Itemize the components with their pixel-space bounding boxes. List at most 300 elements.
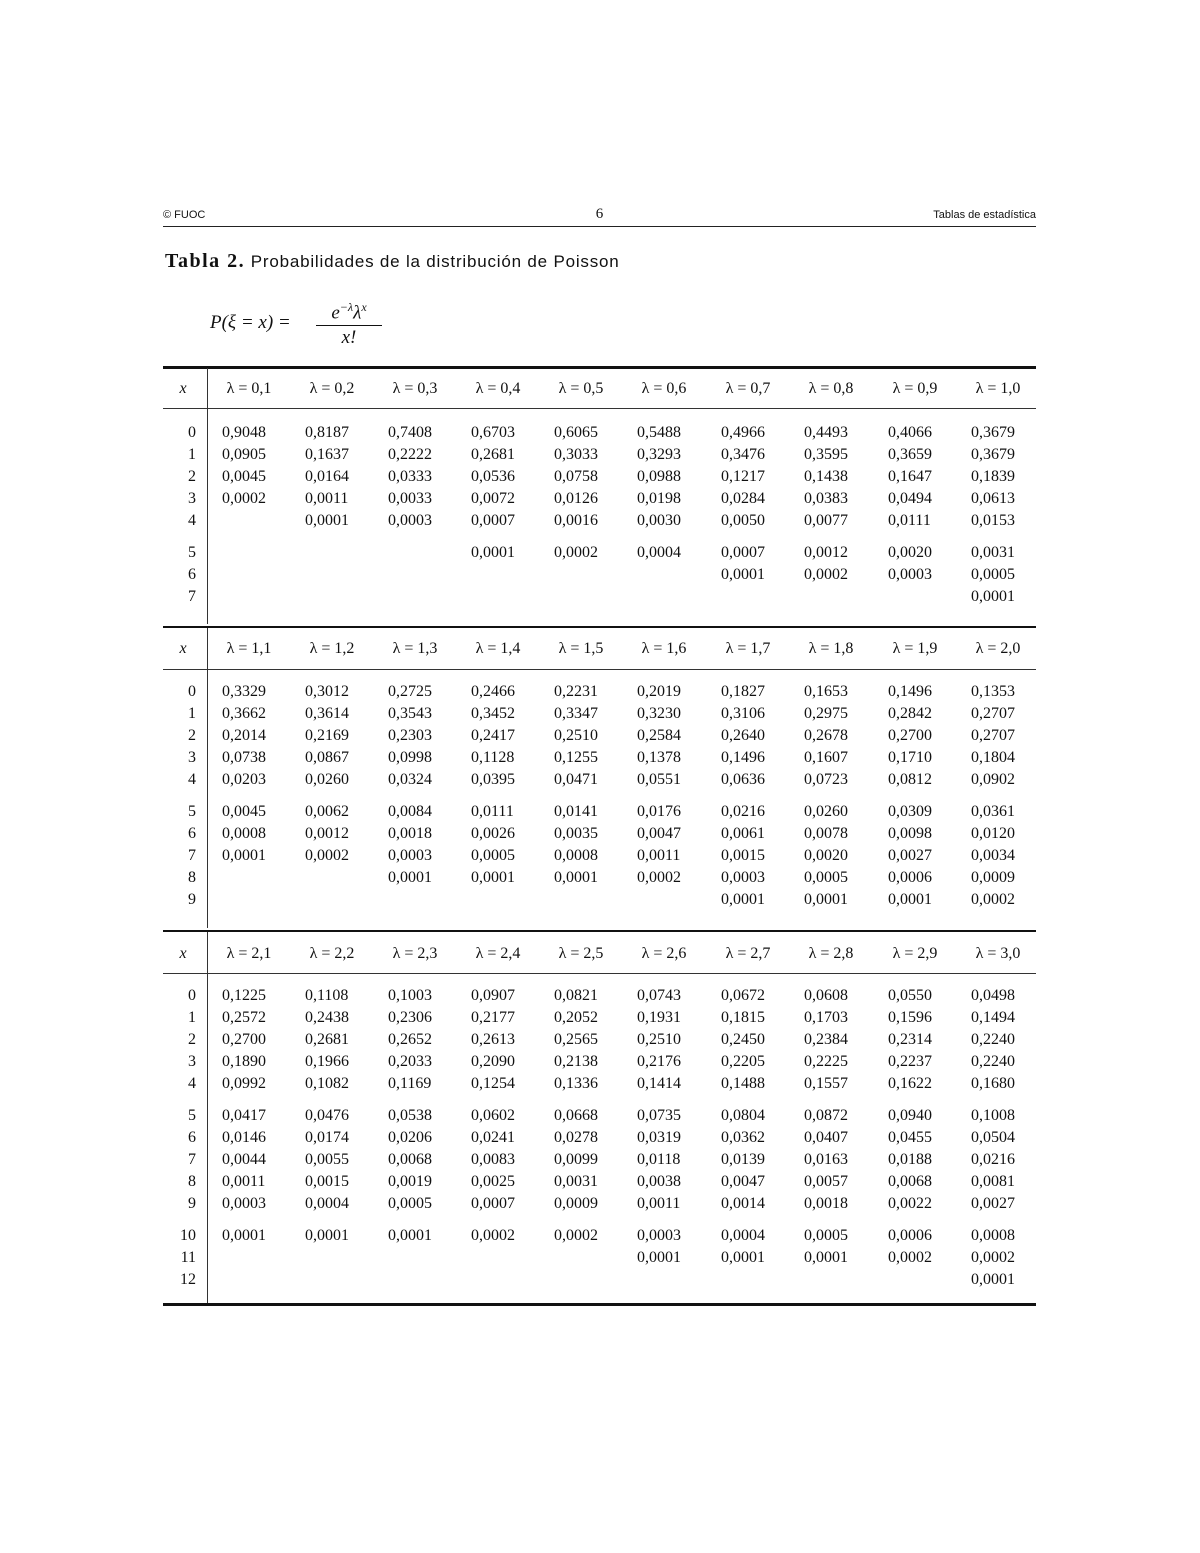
probability-cell: 0,0098 [888,825,932,842]
probability-cell: 0,0812 [888,771,932,788]
probability-cell: 0,0188 [888,1151,932,1168]
lambda-column-header [292,640,372,660]
probability-cell: 0,0014 [721,1195,765,1212]
probability-cell: 0,2725 [388,683,432,700]
probability-cell: 0,0011 [222,1173,266,1190]
lambda-column-header [958,640,1038,660]
probability-cell: 0,2169 [305,727,349,744]
probability-cell: 0,0001 [971,588,1015,605]
probability-cell: 0,0011 [637,847,681,864]
probability-cell: 0,1710 [888,749,932,766]
probability-cell: 0,0002 [971,891,1015,908]
lambda-label: λ = 1,8 [808,640,854,657]
probability-cell: 0,0004 [637,544,681,561]
row-x-value: 7 [188,1151,196,1168]
probability-cell: 0,1931 [637,1009,681,1026]
probability-cell: 0,1254 [471,1075,515,1092]
probability-cell: 0,1637 [305,446,349,463]
lambda-label: λ = 0,7 [725,380,771,397]
row-x-value: 11 [180,1249,196,1266]
probability-cell: 0,0216 [721,803,765,820]
probability-cell: 0,0001 [804,1249,848,1266]
lambda-label: λ = 0,4 [475,380,521,397]
lambda-column-header [875,640,955,660]
probability-cell: 0,0005 [388,1195,432,1212]
probability-cell: 0,0011 [637,1195,681,1212]
header-separator [163,669,1036,670]
probability-cell: 0,2205 [721,1053,765,1070]
probability-cell: 0,0504 [971,1129,1015,1146]
probability-cell: 0,1225 [222,987,266,1004]
probability-cell: 0,0538 [388,1107,432,1124]
lambda-column-header [958,945,1038,965]
probability-cell: 0,2565 [554,1031,598,1048]
probability-cell: 0,0383 [804,490,848,507]
probability-cell: 0,1557 [804,1075,848,1092]
probability-cell: 0,3106 [721,705,765,722]
probability-cell: 0,2177 [471,1009,515,1026]
lambda-label: λ = 0,5 [558,380,604,397]
probability-cell: 0,2700 [888,727,932,744]
probability-cell: 0,0319 [637,1129,681,1146]
probability-cell: 0,1607 [804,749,848,766]
probability-cell: 0,3614 [305,705,349,722]
probability-cell: 0,2225 [804,1053,848,1070]
probability-cell: 0,0025 [471,1173,515,1190]
probability-cell: 0,0668 [554,1107,598,1124]
probability-cell: 0,2138 [554,1053,598,1070]
row-x-value: 5 [188,803,196,820]
row-x-value: 2 [188,468,196,485]
probability-cell: 0,0723 [804,771,848,788]
probability-cell: 0,1596 [888,1009,932,1026]
x-column-header [163,640,203,660]
probability-cell: 0,0005 [471,847,515,864]
probability-cell: 0,0081 [971,1173,1015,1190]
probability-cell: 0,0002 [637,869,681,886]
row-x-value: 7 [188,588,196,605]
probability-cell: 0,0821 [554,987,598,1004]
lambda-column-header [708,640,788,660]
probability-cell: 0,2231 [554,683,598,700]
probability-cell: 0,0002 [471,1227,515,1244]
probability-cell: 0,2975 [804,705,848,722]
probability-cell: 0,0002 [971,1249,1015,1266]
lambda-label: λ = 0,3 [392,380,438,397]
lambda-label: λ = 2,1 [226,945,272,962]
page-number: 6 [595,206,604,222]
formula-denominator: x! [341,327,357,349]
probability-cell: 0,1438 [804,468,848,485]
probability-cell: 0,1815 [721,1009,765,1026]
probability-cell: 0,0001 [637,1249,681,1266]
probability-cell: 0,0164 [305,468,349,485]
probability-cell: 0,3293 [637,446,681,463]
probability-cell: 0,0758 [554,468,598,485]
probability-cell: 0,0005 [971,566,1015,583]
lambda-column-header [541,945,621,965]
lambda-column-header [209,945,289,965]
probability-cell: 0,0198 [637,490,681,507]
row-x-value: 9 [188,891,196,908]
row-x-value: 3 [188,1053,196,1070]
probability-cell: 0,0362 [721,1129,765,1146]
probability-cell: 0,0902 [971,771,1015,788]
probability-cell: 0,0044 [222,1151,266,1168]
lambda-label: λ = 1,9 [892,640,938,657]
probability-cell: 0,0471 [554,771,598,788]
probability-cell: 0,0026 [471,825,515,842]
probability-cell: 0,0003 [637,1227,681,1244]
probability-cell: 0,1890 [222,1053,266,1070]
probability-cell: 0,0608 [804,987,848,1004]
row-x-value: 8 [188,1173,196,1190]
probability-cell: 0,0417 [222,1107,266,1124]
probability-cell: 0,0602 [471,1107,515,1124]
lambda-label: λ = 2,6 [641,945,687,962]
page-header [163,206,1036,227]
probability-cell: 0,0940 [888,1107,932,1124]
probability-cell: 0,2019 [637,683,681,700]
lambda-column-header [375,640,455,660]
probability-cell: 0,0536 [471,468,515,485]
probability-cell: 0,0003 [721,869,765,886]
probability-cell: 0,3329 [222,683,266,700]
probability-cell: 0,5488 [637,424,681,441]
probability-cell: 0,0494 [888,490,932,507]
probability-cell: 0,0061 [721,825,765,842]
lambda-label: λ = 1,6 [641,640,687,657]
probability-cell: 0,0260 [804,803,848,820]
x-column-separator [207,628,208,928]
lambda-column-header [875,380,955,400]
probability-cell: 0,0001 [471,544,515,561]
probability-cell: 0,0047 [637,825,681,842]
probability-cell: 0,0002 [554,1227,598,1244]
probability-cell: 0,0361 [971,803,1015,820]
probability-cell: 0,0072 [471,490,515,507]
probability-cell: 0,3452 [471,705,515,722]
lambda-label: λ = 1,0 [975,380,1021,397]
row-x-value: 2 [188,1031,196,1048]
probability-cell: 0,0139 [721,1151,765,1168]
x-header-label: x [179,640,187,657]
probability-cell: 0,0003 [388,512,432,529]
row-x-value: 8 [188,869,196,886]
lambda-label: λ = 0,6 [641,380,687,397]
probability-cell: 0,2450 [721,1031,765,1048]
probability-cell: 0,0007 [721,544,765,561]
probability-cell: 0,3543 [388,705,432,722]
formula-fraction [316,300,382,349]
probability-cell: 0,7408 [388,424,432,441]
probability-cell: 0,0636 [721,771,765,788]
probability-cell: 0,1336 [554,1075,598,1092]
probability-cell: 0,0141 [554,803,598,820]
probability-cell: 0,2652 [388,1031,432,1048]
probability-cell: 0,0035 [554,825,598,842]
probability-cell: 0,0008 [971,1227,1015,1244]
probability-cell: 0,1082 [305,1075,349,1092]
probability-cell: 0,3347 [554,705,598,722]
probability-cell: 0,0031 [971,544,1015,561]
probability-cell: 0,2306 [388,1009,432,1026]
row-x-value: 3 [188,749,196,766]
probability-cell: 0,9048 [222,424,266,441]
row-x-value: 1 [188,446,196,463]
probability-cell: 0,1353 [971,683,1015,700]
lambda-column-header [791,380,871,400]
probability-cell: 0,0004 [721,1227,765,1244]
lambda-label: λ = 1,4 [475,640,521,657]
lambda-label: λ = 2,2 [309,945,355,962]
probability-cell: 0,0407 [804,1129,848,1146]
probability-cell: 0,2700 [222,1031,266,1048]
probability-cell: 0,0047 [721,1173,765,1190]
probability-cell: 0,0001 [721,1249,765,1266]
x-column-separator [207,932,208,1303]
lambda-label: λ = 2,7 [725,945,771,962]
probability-cell: 0,0019 [388,1173,432,1190]
probability-cell: 0,0001 [305,512,349,529]
probability-cell: 0,2707 [971,727,1015,744]
row-x-value: 0 [188,683,196,700]
row-x-value: 1 [188,1009,196,1026]
row-x-value: 0 [188,987,196,1004]
probability-cell: 0,0005 [804,1227,848,1244]
row-x-value: 3 [188,490,196,507]
probability-cell: 0,0016 [554,512,598,529]
lambda-label: λ = 1,5 [558,640,604,657]
lambda-column-header [708,945,788,965]
probability-cell: 0,0008 [222,825,266,842]
probability-cell: 0,0007 [471,1195,515,1212]
probability-cell: 0,0034 [971,847,1015,864]
lambda-label: λ = 2,0 [975,640,1021,657]
probability-cell: 0,0672 [721,987,765,1004]
probability-cell: 0,0324 [388,771,432,788]
probability-cell: 0,3662 [222,705,266,722]
probability-cell: 0,0309 [888,803,932,820]
row-x-value: 6 [188,825,196,842]
probability-cell: 0,0550 [888,987,932,1004]
probability-cell: 0,0176 [637,803,681,820]
probability-cell: 0,0006 [888,1227,932,1244]
probability-cell: 0,0055 [305,1151,349,1168]
table-title [165,250,620,273]
lambda-label: λ = 1,1 [226,640,272,657]
probability-cell: 0,0260 [305,771,349,788]
formula-numerator: $e^{-\lambda}\lambda^x$ [316,300,382,326]
probability-cell: 0,2584 [637,727,681,744]
probability-cell: 0,1108 [305,987,349,1004]
probability-cell: 0,0018 [388,825,432,842]
lambda-label: λ = 2,3 [392,945,438,962]
probability-cell: 0,2176 [637,1053,681,1070]
probability-cell: 0,0001 [222,847,266,864]
probability-cell: 0,2014 [222,727,266,744]
probability-cell: 0,1378 [637,749,681,766]
probability-cell: 0,0008 [554,847,598,864]
row-x-value: 5 [188,1107,196,1124]
probability-cell: 0,0111 [471,803,514,820]
probability-cell: 0,0455 [888,1129,932,1146]
probability-cell: 0,0907 [471,987,515,1004]
probability-cell: 0,0002 [888,1249,932,1266]
probability-cell: 0,3230 [637,705,681,722]
probability-cell: 0,0027 [888,847,932,864]
row-x-value: 7 [188,847,196,864]
probability-cell: 0,0005 [804,869,848,886]
lambda-column-header [791,945,871,965]
lambda-label: λ = 0,9 [892,380,938,397]
probability-cell: 0,0045 [222,803,266,820]
lambda-column-header [209,640,289,660]
lambda-label: λ = 2,8 [808,945,854,962]
lambda-label: λ = 0,2 [309,380,355,397]
probability-cell: 0,0241 [471,1129,515,1146]
probability-cell: 0,1494 [971,1009,1015,1026]
probability-cell: 0,0126 [554,490,598,507]
probability-cell: 0,2707 [971,705,1015,722]
probability-cell: 0,0084 [388,803,432,820]
probability-cell: 0,4493 [804,424,848,441]
probability-cell: 0,1966 [305,1053,349,1070]
probability-cell: 0,0012 [305,825,349,842]
probability-cell: 0,0118 [637,1151,681,1168]
x-header-label: x [179,945,187,962]
probability-cell: 0,2681 [305,1031,349,1048]
probability-cell: 0,6065 [554,424,598,441]
lambda-column-header [791,640,871,660]
row-x-value: 10 [180,1227,196,1244]
lambda-label: λ = 2,4 [475,945,521,962]
probability-cell: 0,0476 [305,1107,349,1124]
probability-cell: 0,2222 [388,446,432,463]
probability-cell: 0,0738 [222,749,266,766]
probability-cell: 0,1169 [388,1075,432,1092]
probability-cell: 0,3679 [971,446,1015,463]
probability-cell: 0,0001 [721,566,765,583]
probability-cell: 0,1003 [388,987,432,1004]
probability-cell: 0,1217 [721,468,765,485]
probability-cell: 0,2314 [888,1031,932,1048]
probability-cell: 0,0498 [971,987,1015,1004]
copyright-label: © FUOC [163,209,206,221]
probability-cell: 0,0068 [388,1151,432,1168]
header-separator [163,973,1036,974]
probability-cell: 0,0020 [804,847,848,864]
row-x-value: 4 [188,1075,196,1092]
row-x-value: 12 [180,1271,196,1288]
probability-cell: 0,0062 [305,803,349,820]
probability-cell: 0,1827 [721,683,765,700]
probability-cell: 0,2240 [971,1053,1015,1070]
lambda-label: λ = 1,3 [392,640,438,657]
probability-cell: 0,1488 [721,1075,765,1092]
row-x-value: 0 [188,424,196,441]
table-bottom-rule [163,1303,1036,1306]
probability-cell: 0,0011 [305,490,349,507]
probability-cell: 0,0022 [888,1195,932,1212]
probability-cell: 0,0743 [637,987,681,1004]
probability-cell: 0,1414 [637,1075,681,1092]
probability-cell: 0,1839 [971,468,1015,485]
probability-cell: 0,1647 [888,468,932,485]
probability-cell: 0,2572 [222,1009,266,1026]
probability-cell: 0,0992 [222,1075,266,1092]
lambda-column-header [458,380,538,400]
probability-cell: 0,0031 [554,1173,598,1190]
probability-cell: 0,2510 [637,1031,681,1048]
probability-cell: 0,0045 [222,468,266,485]
probability-cell: 0,0083 [471,1151,515,1168]
lambda-label: λ = 2,5 [558,945,604,962]
lambda-column-header [209,380,289,400]
probability-cell: 0,0012 [804,544,848,561]
probability-cell: 0,2384 [804,1031,848,1048]
probability-cell: 0,0551 [637,771,681,788]
probability-cell: 0,0030 [637,512,681,529]
lambda-column-header [541,380,621,400]
probability-cell: 0,0003 [222,1195,266,1212]
lambda-column-header [458,945,538,965]
x-column-header [163,945,203,965]
header-separator [163,408,1036,409]
probability-cell: 0,2237 [888,1053,932,1070]
probability-cell: 0,0001 [888,891,932,908]
probability-cell: 0,0002 [222,490,266,507]
row-x-value: 2 [188,727,196,744]
probability-cell: 0,0988 [637,468,681,485]
probability-cell: 0,0001 [804,891,848,908]
row-x-value: 1 [188,705,196,722]
probability-cell: 0,2417 [471,727,515,744]
lambda-column-header [375,380,455,400]
probability-cell: 0,0395 [471,771,515,788]
probability-cell: 0,2842 [888,705,932,722]
probability-cell: 0,0007 [471,512,515,529]
lambda-column-header [292,380,372,400]
probability-cell: 0,1255 [554,749,598,766]
probability-cell: 0,0206 [388,1129,432,1146]
table-top-rule [163,626,1036,628]
probability-cell: 0,0872 [804,1107,848,1124]
probability-cell: 0,0120 [971,825,1015,842]
lambda-column-header [541,640,621,660]
lambda-column-header [958,380,1038,400]
row-x-value: 4 [188,771,196,788]
probability-cell: 0,0002 [804,566,848,583]
lambda-label: λ = 0,8 [808,380,854,397]
probability-cell: 0,4966 [721,424,765,441]
table-top-rule [163,366,1036,369]
probability-cell: 0,3012 [305,683,349,700]
lambda-column-header [458,640,538,660]
lambda-column-header [292,945,372,965]
probability-cell: 0,2613 [471,1031,515,1048]
probability-cell: 0,3659 [888,446,932,463]
probability-cell: 0,0057 [804,1173,848,1190]
probability-cell: 0,1653 [804,683,848,700]
probability-cell: 0,0078 [804,825,848,842]
x-column-header [163,380,203,400]
probability-cell: 0,2438 [305,1009,349,1026]
probability-cell: 0,1128 [471,749,515,766]
probability-cell: 0,1008 [971,1107,1015,1124]
probability-cell: 0,0002 [554,544,598,561]
probability-cell: 0,0050 [721,512,765,529]
